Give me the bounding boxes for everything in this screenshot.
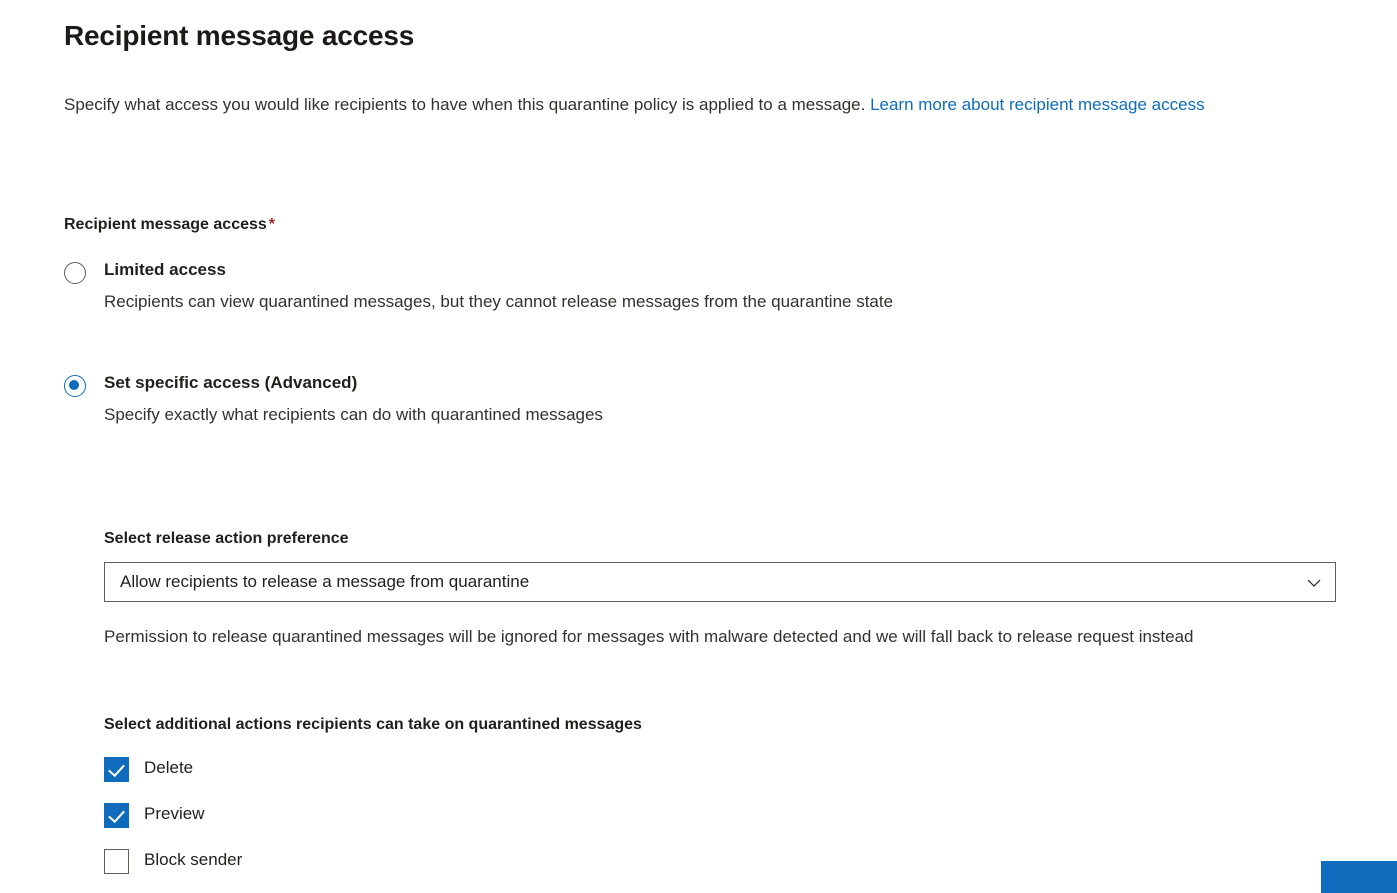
required-indicator: *: [268, 216, 276, 233]
release-preference-help-text: Permission to release quarantined messages will be ignored for messages with malware detected and we will fall back to release request instead: [104, 627, 1194, 646]
radio-label-specific-access: Set specific access (Advanced): [104, 373, 358, 392]
intro-text: Specify what access you would like recipients to have when this quarantine policy is applied to a message.: [64, 95, 871, 114]
checkbox-label-delete: Delete: [144, 758, 194, 777]
checkbox-icon-block-sender[interactable]: [104, 849, 129, 874]
release-preference-selected-value: Allow recipients to release a message from quarantine: [120, 572, 530, 591]
primary-action-button[interactable]: [1321, 861, 1397, 893]
radio-label-limited-access: Limited access: [104, 260, 226, 279]
radio-icon-limited-access[interactable]: [64, 262, 86, 284]
checkbox-label-preview: Preview: [144, 804, 205, 823]
checkbox-icon-preview[interactable]: [104, 803, 129, 828]
radio-description-specific-access: Specify exactly what recipients can do with quarantined messages: [104, 405, 603, 424]
checkbox-label-block-sender: Block sender: [144, 850, 243, 869]
checkbox-icon-delete[interactable]: [104, 757, 129, 782]
chevron-down-icon: [1307, 576, 1321, 590]
release-preference-dropdown[interactable]: [104, 562, 1336, 602]
learn-more-link[interactable]: Learn more about recipient message access: [870, 95, 1205, 114]
field-label: [64, 216, 275, 234]
field-label-text: Recipient message access: [64, 216, 267, 233]
radio-icon-specific-access[interactable]: [64, 375, 86, 397]
release-preference-label: Select release action preference: [104, 530, 349, 547]
additional-actions-label: Select additional actions recipients can take on quarantined messages: [104, 716, 642, 733]
page-title: Recipient message access: [64, 20, 415, 51]
radio-description-limited-access: Recipients can view quarantined messages, but they cannot release messages from the quarantine state: [104, 292, 894, 311]
intro-paragraph: [64, 90, 1336, 119]
